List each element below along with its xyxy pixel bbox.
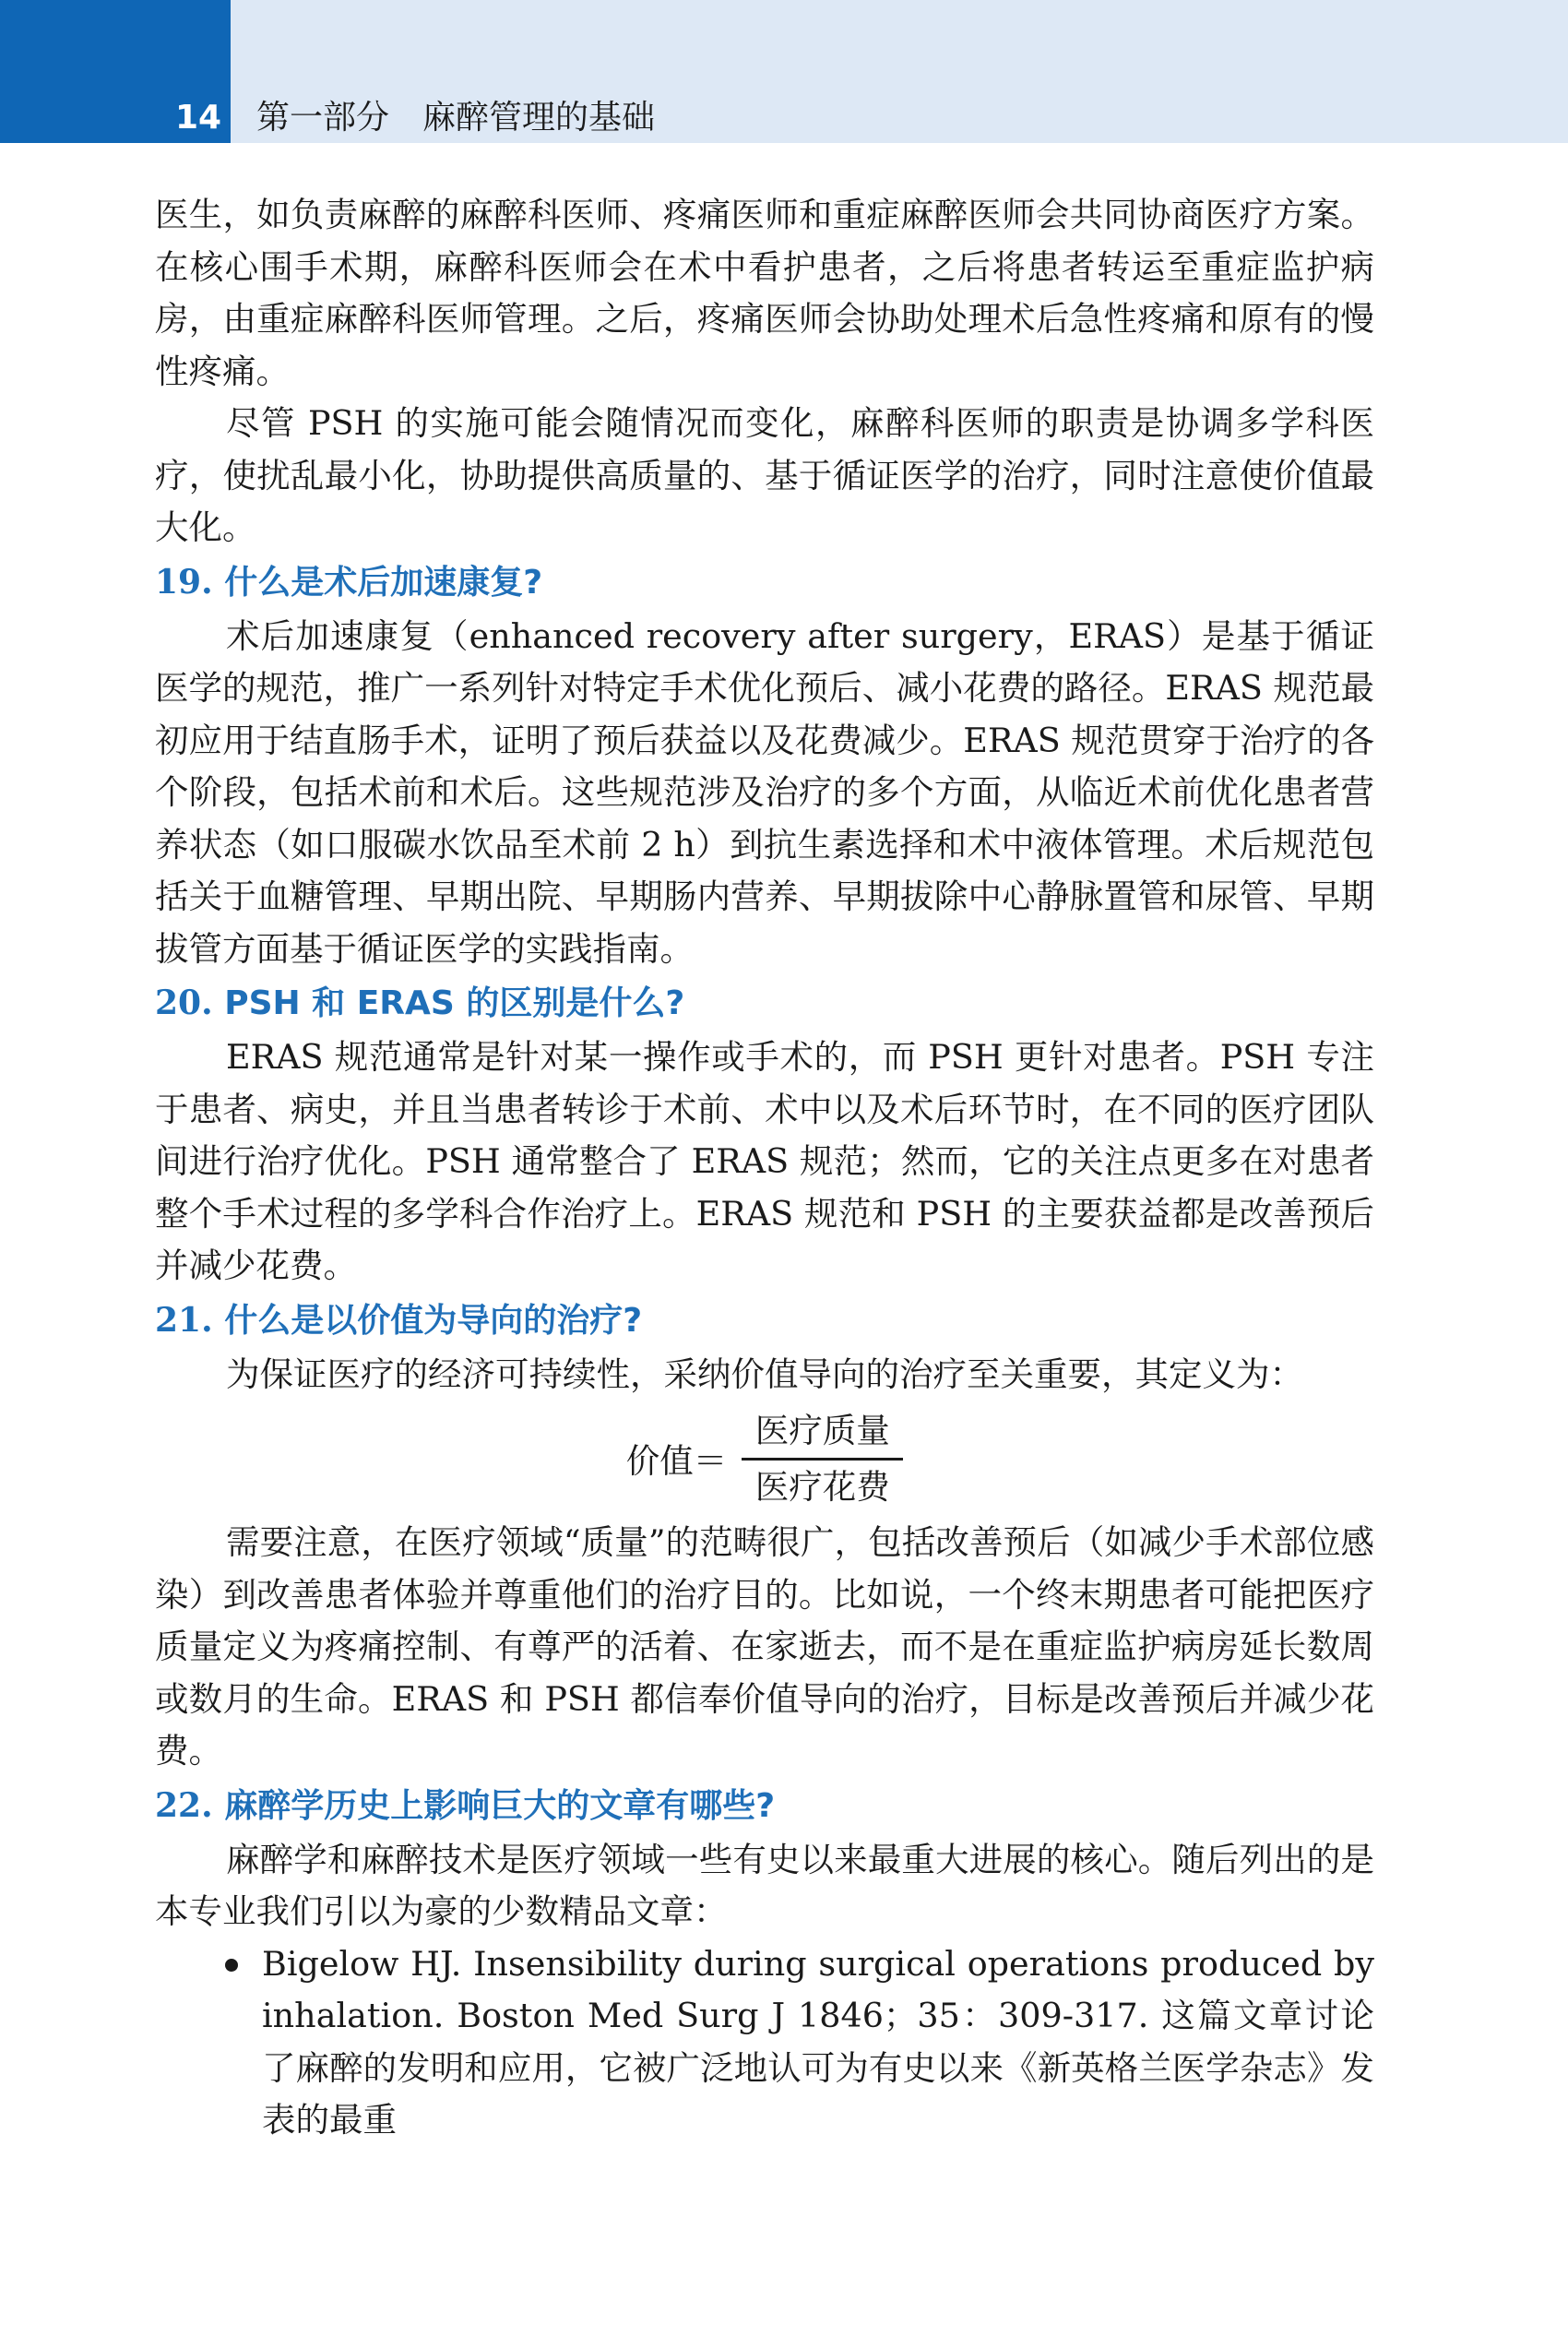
running-head: 第一部分 麻醉管理的基础 bbox=[256, 99, 656, 137]
bullet-icon bbox=[225, 1959, 238, 1972]
question-title: 麻醉学历史上影响巨大的文章有哪些? bbox=[224, 1786, 776, 1825]
question-title: 什么是以价值为导向的治疗? bbox=[224, 1301, 643, 1340]
formula-numerator: 医疗质量 bbox=[754, 1410, 890, 1450]
paragraph: 尽管 PSH 的实施可能会随情况而变化，麻醉科医师的职责是协调多学科医疗，使扰乱最小化，协助提供高质量的、基于循证医学的治疗，同时注意使价值最大化。 bbox=[155, 403, 1374, 547]
header-band bbox=[0, 0, 1568, 143]
paragraph: 术后加速康复（enhanced recovery after surgery，ERAS）是基于循证医学的规范，推广一系列针对特定手术优化预后、减小花费的路径。ERAS 规范最初应用于结直肠手术，证明了预后获益以及花费减少。ERAS 规范贯穿于治疗的各个阶段，包括术前和术后。这些规范涉及治疗的多个方面，从临近术前优化患者营养状态（如口服碳水饮品至术前 2 h）到抗生素选择和术中液体管理。术后规范包括关于血糖管理、早期出院、早期肠内营养、早期拔除中心静脉置管和尿管、早期拔管方面基于循证医学的实践指南。 bbox=[155, 615, 1374, 969]
question-heading-21 bbox=[155, 1293, 1374, 1349]
formula-fraction bbox=[742, 1404, 903, 1514]
formula-lhs: 价值＝ bbox=[625, 1441, 728, 1481]
paragraph: 麻醉学和麻醉技术是医疗领域一些有史以来最重大进展的核心。随后列出的是本专业我们引以为豪的少数精品文章： bbox=[155, 1839, 1374, 1931]
page-content bbox=[155, 189, 1374, 2147]
reference-text: Bigelow HJ. Insensibility during surgical operations produced by inhalation. Boston Med Surg J 1846；35：309-317. 这篇文章讨论了麻醉的发明和应用，它被广泛地认可为有史以来《新英格兰医学杂志》发表的最重 bbox=[262, 1943, 1374, 2140]
reference-list-item bbox=[155, 1938, 1374, 2147]
paragraph: ERAS 规范通常是针对某一操作或手术的，而 PSH 更针对患者。PSH 专注于患者、病史，并且当患者转诊于术前、术中以及术后环节时，在不同的医疗团队间进行治疗优化。PSH 通常整合了 ERAS 规范；然而，它的关注点更多在对患者整个手术过程的多学科合作治疗上。ERAS 规范和 PSH 的主要获益都是改善预后并减少花费。 bbox=[155, 1037, 1374, 1285]
question-number: 19. bbox=[155, 562, 213, 602]
formula-denominator: 医疗花费 bbox=[754, 1466, 890, 1507]
question-number: 22. bbox=[155, 1785, 213, 1825]
paragraph: 需要注意，在医疗领域“质量”的范畴很广，包括改善预后（如减少手术部位感染）到改善患者体验并尊重他们的治疗目的。比如说，一个终末期患者可能把医疗质量定义为疼痛控制、有尊严的活着、在家逝去，而不是在重症监护病房延长数周或数月的生命。ERAS 和 PSH 都信奉价值导向的治疗，目标是改善预后并减少花费。 bbox=[155, 1522, 1374, 1771]
question-number: 21. bbox=[155, 1300, 213, 1340]
question-heading-19 bbox=[155, 554, 1374, 611]
page-number: 14 bbox=[175, 99, 222, 137]
question-heading-22 bbox=[155, 1778, 1374, 1834]
question-title: 什么是术后加速康复? bbox=[224, 563, 543, 602]
question-number: 20. bbox=[155, 984, 213, 1022]
value-formula bbox=[155, 1401, 1374, 1517]
paragraph: 为保证医疗的经济可持续性，采纳价值导向的治疗至关重要，其定义为： bbox=[226, 1353, 1303, 1394]
paragraph: 医生，如负责麻醉的麻醉科医师、疼痛医师和重症麻醉医师会共同协商医疗方案。在核心围手术期，麻醉科医师会在术中看护患者，之后将患者转运至重症监护病房，由重症麻醉科医师管理。之后，疼痛医师会协助处理术后急性疼痛和原有的慢性疼痛。 bbox=[155, 195, 1374, 391]
question-heading-20 bbox=[155, 975, 1374, 1031]
question-title: PSH 和 ERAS 的区别是什么? bbox=[224, 984, 685, 1022]
